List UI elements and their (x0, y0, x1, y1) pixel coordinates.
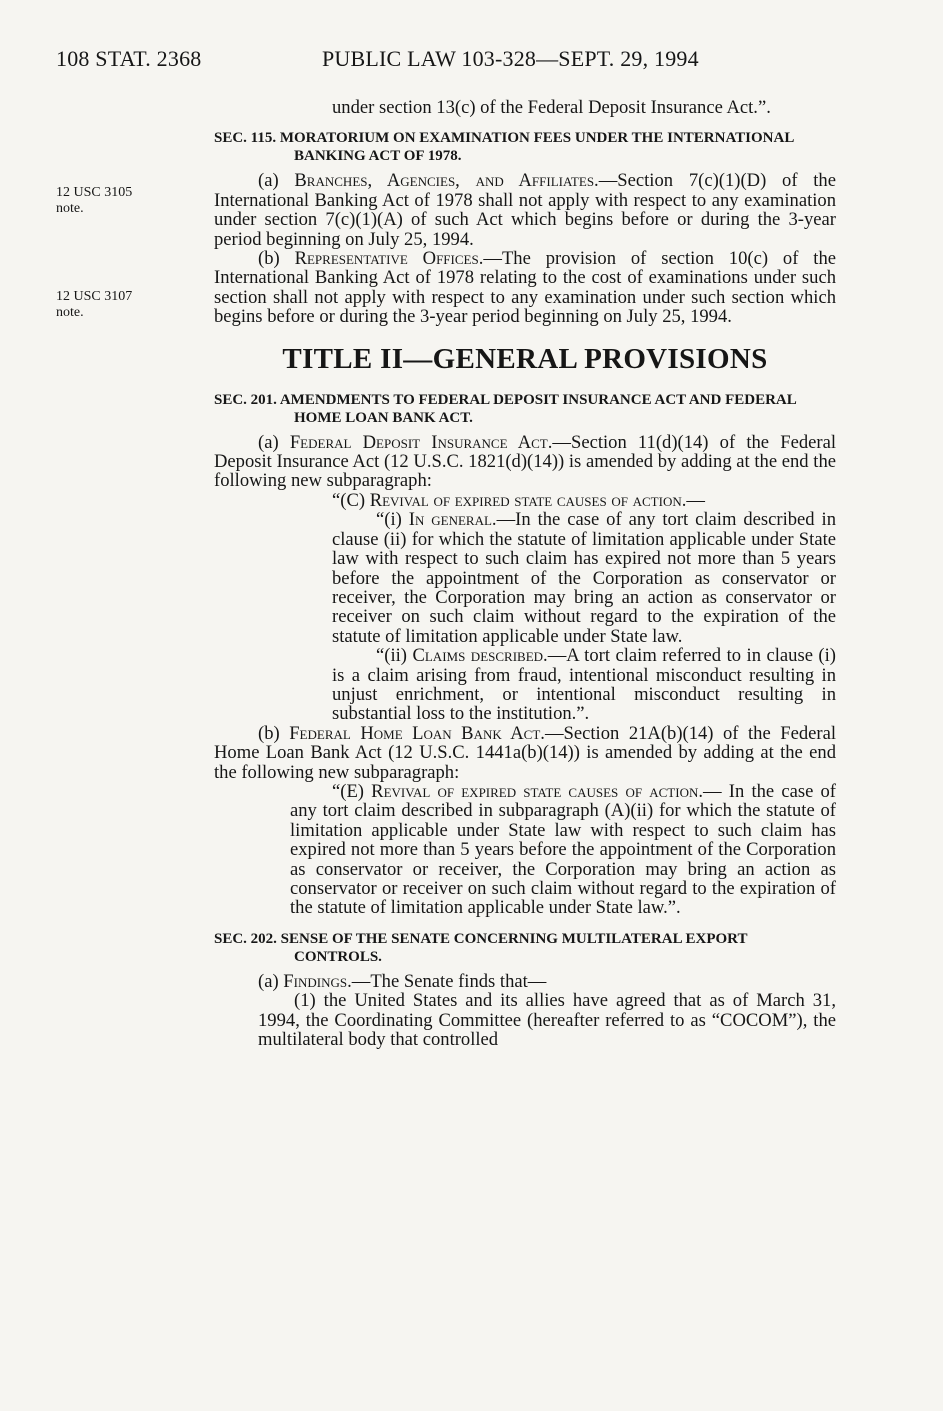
section-115-b: (b) Representative Offices.—The provision of section 10(c) of the International Banking Act of 1978 relating to the cost of examinations under such section shall not apply with respect to any examination under such section which begins before or during the 3-year period beginning on July 25, 1994. (214, 248, 836, 328)
section-115-a: (a) Branches, Agencies, and Affiliates.—Section 7(c)(1)(D) of the International Banking Act of 1978 shall not apply with respect to any examination under section 7(c)(1)(A) of such Act which begins before or during the 3-year period beginning on July 25, 1994. (214, 170, 836, 250)
title-heading: TITLE II—GENERAL PROVISIONS (282, 342, 768, 375)
subparagraph-c: “(C) Revival of expired state causes of action.— (332, 489, 705, 511)
section-201-a: (a) Federal Deposit Insurance Act.—Section 11(d)(14) of the Federal Deposit Insurance Act (12 U.S.C. 1821(d)(14)) is amended by adding at the end the following new subparagraph: (214, 431, 836, 492)
clause-ii: “(ii) Claims described.—A tort claim referred to in clause (i) is a claim arising from fraud, intentional misconduct resulting in unjust enrichment, or intentional misconduct resulting in substantial loss to the institution.”. (332, 645, 836, 725)
running-header: PUBLIC LAW 103-328—SEPT. 29, 1994 (322, 46, 699, 71)
document-body (214, 98, 836, 1049)
section-heading-115: SEC. 115. MORATORIUM ON EXAMINATION FEES UNDER THE INTERNATIONAL BANKING ACT OF 1978. (214, 130, 794, 165)
section-heading-202: SEC. 202. SENSE OF THE SENATE CONCERNING MULTILATERAL EXPORT CONTROLS. (214, 930, 748, 965)
page-stat-number: 108 STAT. 2368 (56, 46, 202, 71)
section-201-b: (b) Federal Home Loan Bank Act.—Section 21A(b)(14) of the Federal Home Loan Bank Act (12 U.S.C. 1441a(b)(14)) is amended by adding at the end the following new subparagraph: (214, 722, 836, 783)
section-heading-201: SEC. 201. AMENDMENTS TO FEDERAL DEPOSIT INSURANCE ACT AND FEDERAL HOME LOAN BANK ACT. (214, 391, 796, 426)
finding-1: (1) the United States and its allies have agreed that as of March 31, 1994, the Coordinating Committee (hereafter referred to as “COCOM”), the multilateral body that controlled (258, 990, 836, 1051)
section-202-a: (a) Findings.—The Senate finds that— (258, 970, 547, 992)
clause-i: “(i) In general.—In the case of any tort claim described in clause (ii) for which the statute of limitation applicable under State law with respect to such claim has expired not more than 5 years before the appointment of the Corporation as conservator or receiver, the Corporation may bring an action as conservator or receiver on such claim without regard to the expiration of the statute of limitation applicable under State law. (332, 509, 836, 647)
subparagraph-e: “(E) Revival of expired state causes of action.— In the case of any tort claim described in subparagraph (A)(ii) for which the statute of limitation applicable under State law with respect to such claim has expired not more than 5 years before the appointment of the Corporation as conservator or receiver, the Corporation may bring an action as conservator or receiver on such claim without regard to the expiration of the statute of limitation applicable under State law.”. (290, 780, 836, 919)
margin-note-2: 12 USC 3107 note. (56, 289, 133, 320)
margin-note-1: 12 USC 3105 note. (56, 185, 133, 216)
continuation-text: under section 13(c) of the Federal Deposit Insurance Act.”. (332, 97, 771, 118)
